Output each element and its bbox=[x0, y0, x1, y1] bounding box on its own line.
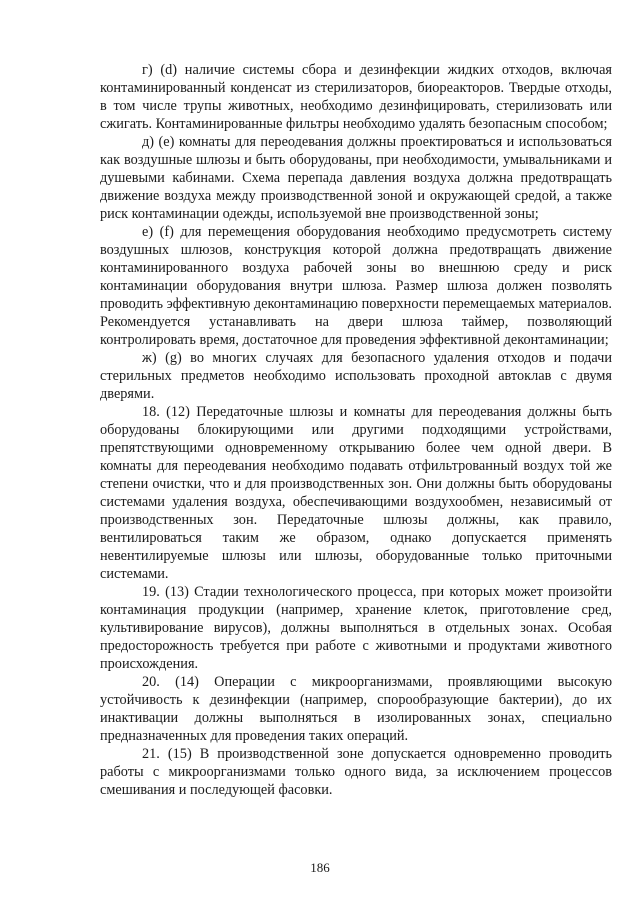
paragraph-20: 20. (14) Операции с микроорганизмами, проявляющими высокую устойчивость к дезинфекции (например, спорообразующие бактерии), до их инактивации должны выполняться в изолированных зонах, специально предназначенных для проведения таких операций. bbox=[100, 674, 612, 744]
paragraph-item-g: г) (d) наличие системы сбора и дезинфекции жидких отходов, включая контаминированный конденсат из стерилизаторов, биореакторов. Твердые отходы, в том числе трупы животных, необходимо дезинфицировать, стерилизовать или сжигать. Контаминированные фильтры необходимо удалять безопасным способом; bbox=[100, 62, 612, 132]
paragraph-item-zh: ж) (g) во многих случаях для безопасного удаления отходов и подачи стерильных предметов необходимо использовать проходной автоклав с двумя дверями. bbox=[100, 350, 612, 402]
paragraph-21: 21. (15) В производственной зоне допускается одновременно проводить работы с микроорганизмами только одного вида, за исключением процессов смешивания и последующей фасовки. bbox=[100, 746, 612, 798]
paragraph-item-e: е) (f) для перемещения оборудования необходимо предусмотреть систему воздушных шлюзов, конструкция которой должна предотвращать движение контаминированного воздуха рабочей зоны во внешнюю среду и риск контаминации оборудования внутри шлюза. Размер шлюза должен позволять проводить эффективную деконтаминацию поверхности перемещаемых материалов. Рекомендуется устанавливать на двери шлюза таймер, позволяющий контролировать время, достаточное для проведения эффективной деконтаминации; bbox=[100, 224, 613, 348]
paragraph-19: 19. (13) Стадии технологического процесса, при которых может произойти контаминация продукции (например, хранение клеток, приготовление сред, культивирование вирусов), должны выполняться в отдельных зонах. Особая предосторожность требуется при работе с животными и продуктами животного происхождения. bbox=[100, 584, 612, 672]
document-body bbox=[100, 61, 612, 799]
paragraph-item-d: д) (е) комнаты для переодевания должны проектироваться и использоваться как воздушные шлюзы и быть оборудованы, при необходимости, умывальниками и душевыми кабинами. Схема перепада давления воздуха должна предотвращать движение воздуха между производственной зоной и окружающей средой, а также риск контаминации одежды, используемой вне производственной зоны; bbox=[100, 134, 612, 222]
page-number: 186 bbox=[310, 860, 330, 875]
paragraph-18: 18. (12) Передаточные шлюзы и комнаты для переодевания должны быть оборудованы блокирующими или другими подходящими устройствами, препятствующими одновременному открыванию более чем одной двери. В комнаты для переодевания необходимо подавать отфильтрованный воздух той же степени очистки, что и для производственных зон. Они должны быть оборудованы системами удаления воздуха, обеспечивающими воздухообмен, независимый от производственных зон. Передаточные шлюзы должны, как правило, вентилироваться таким же образом, однако допускается применять невентилируемые шлюзы или шлюзы, оборудованные только приточными системами. bbox=[100, 404, 612, 582]
